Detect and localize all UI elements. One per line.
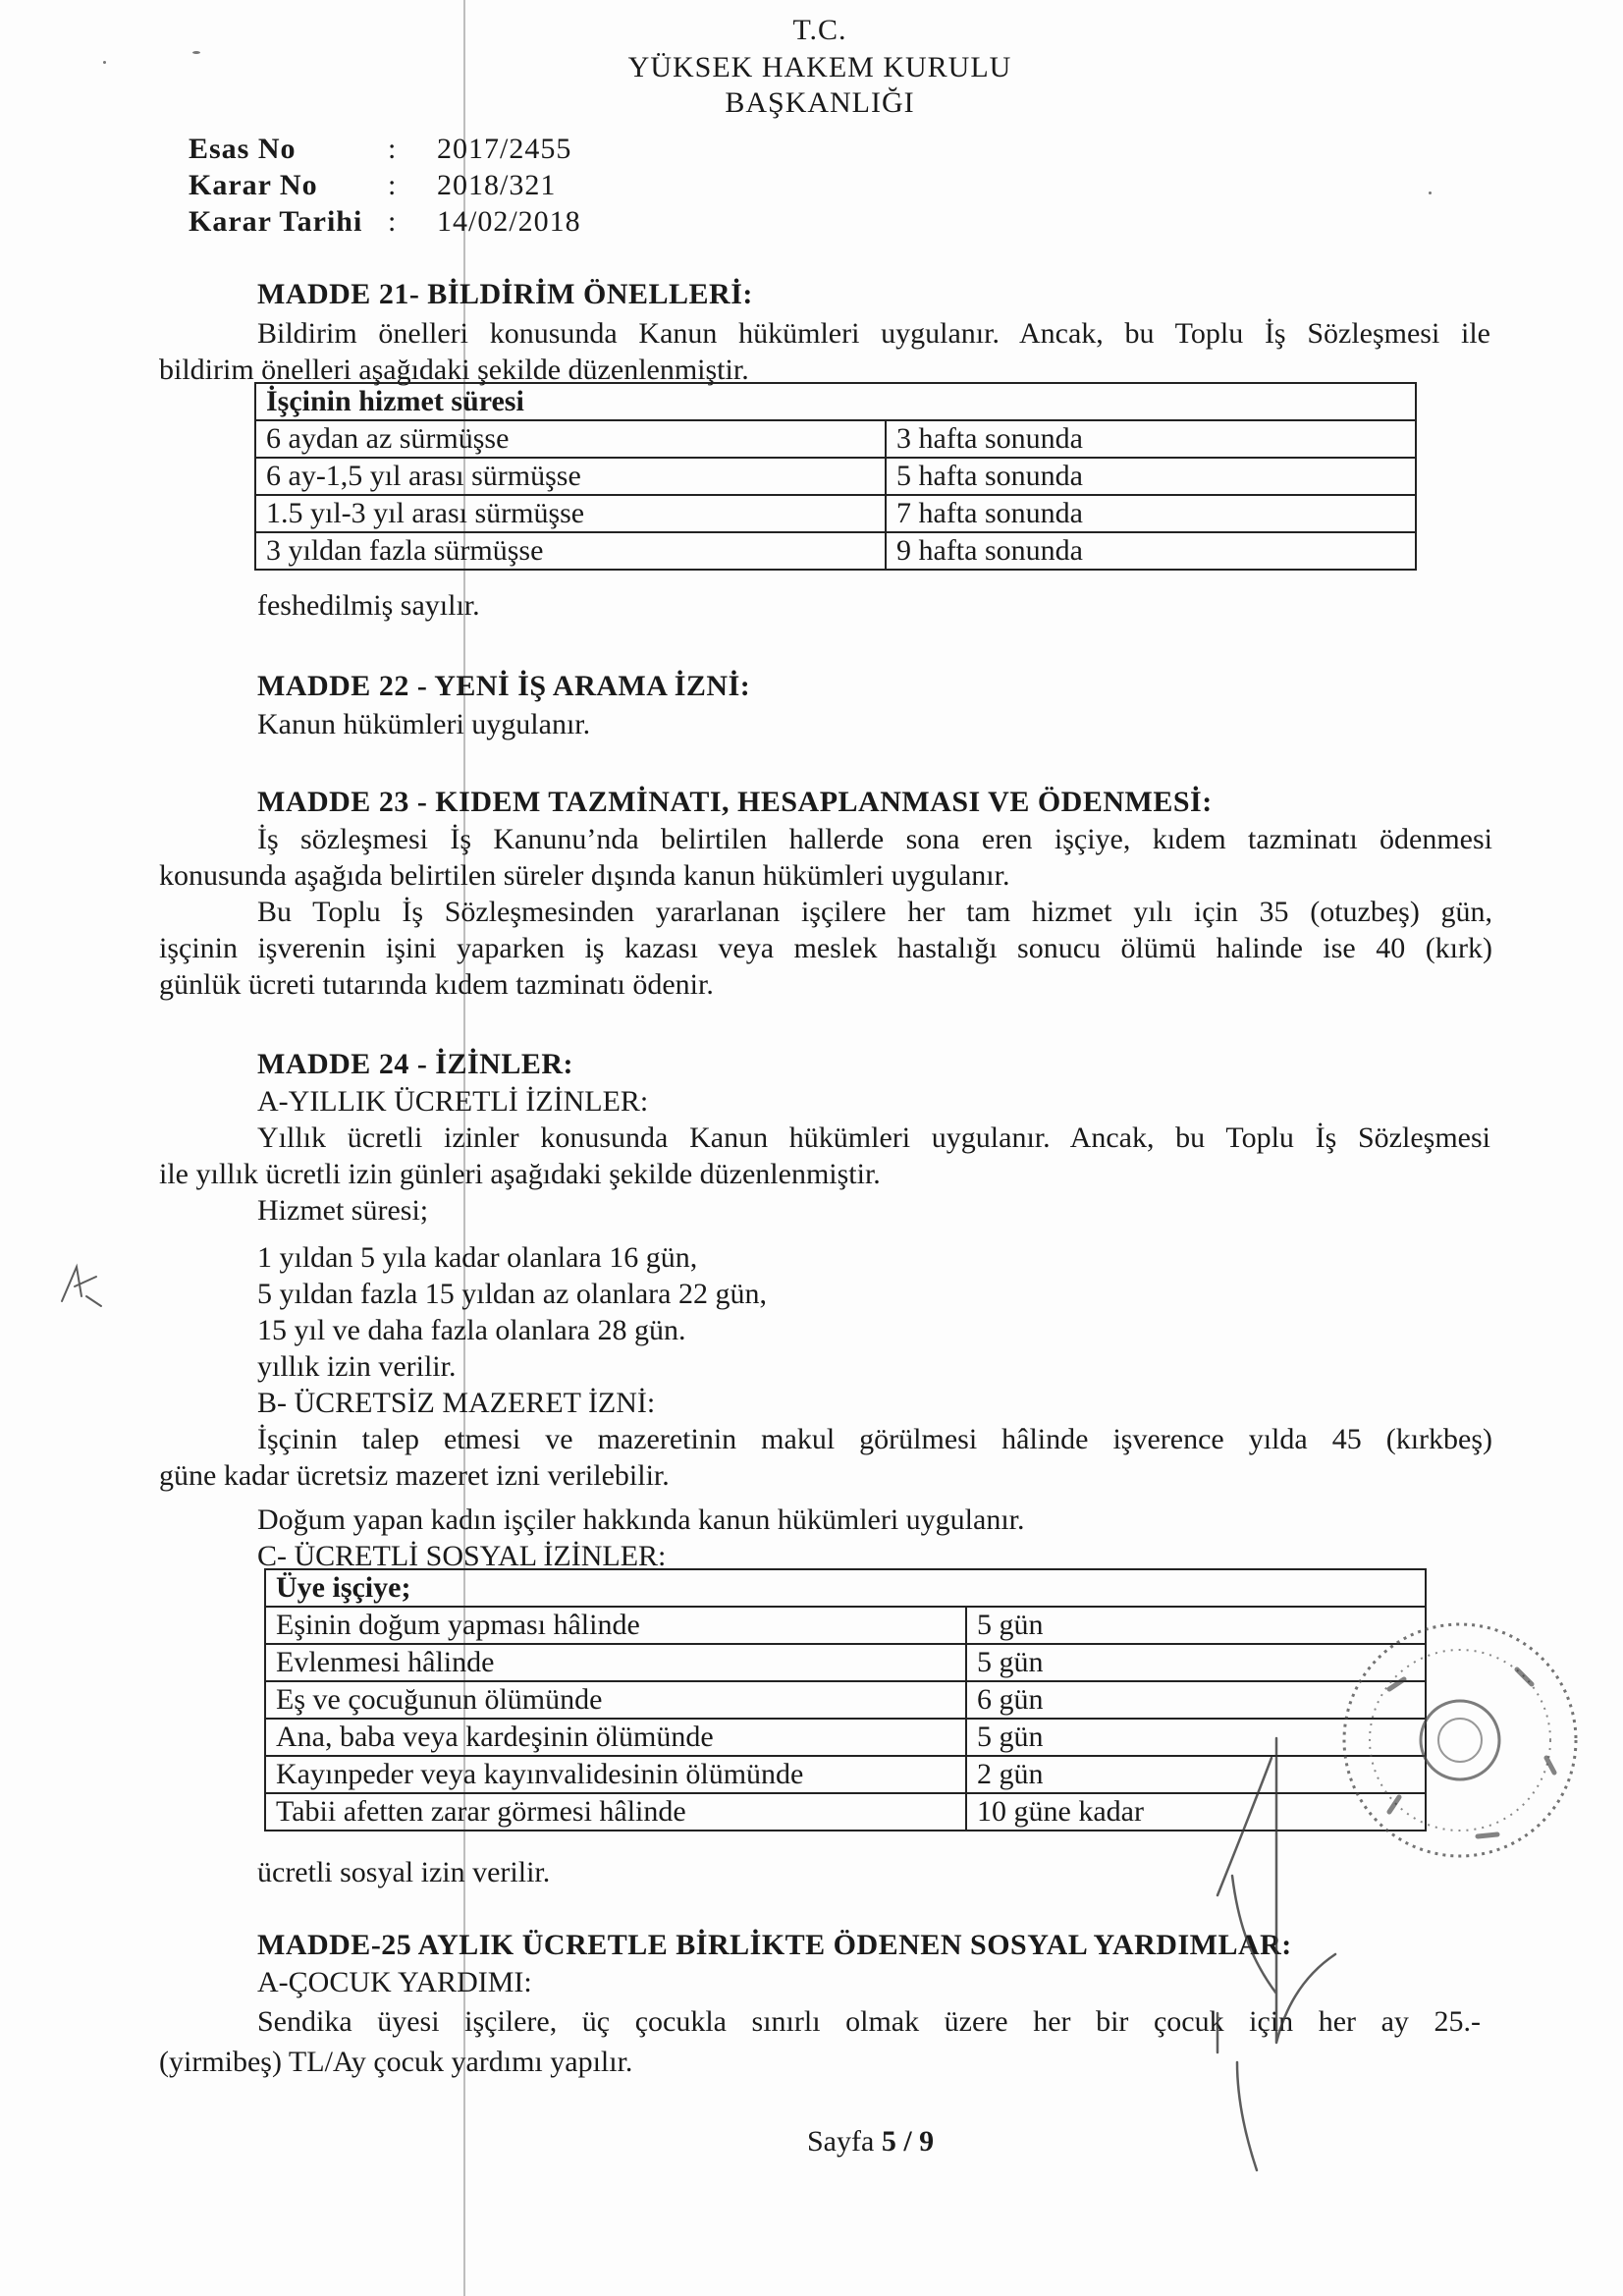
table-row (265, 1607, 1426, 1644)
madde-22-heading: MADDE 22 - YENİ İŞ ARAMA İZNİ: (257, 670, 751, 702)
madde-25-line: (yirmibeş) TL/Ay çocuk yardımı yapılır. (159, 2046, 633, 2078)
karar-tarihi-colon: : (388, 205, 397, 238)
madde-24-a-line: 1 yıldan 5 yıla kadar olanlara 16 gün, (257, 1241, 698, 1274)
madde-21-paragraph-line: bildirim önelleri aşağıdaki şekilde düzenlenmiştir. (159, 354, 749, 386)
madde-24-b-title: B- ÜCRETSİZ MAZERET İZNİ: (257, 1387, 656, 1419)
madde-24-heading: MADDE 24 - İZİNLER: (257, 1048, 574, 1080)
madde-24-a-line: 15 yıl ve daha fazla olanlara 28 gün. (257, 1314, 686, 1346)
karar-tarihi-value: 14/02/2018 (437, 205, 581, 238)
table-cell-event: Kayınpeder veya kayınvalidesinin ölümünde (265, 1756, 966, 1793)
madde-24-c-title: C- ÜCRETLİ SOSYAL İZİNLER: (257, 1540, 667, 1572)
table-cell-days: 6 gün (966, 1681, 1426, 1719)
table-cell-event: Eş ve çocuğunun ölümünde (265, 1681, 966, 1719)
table-cell-days: 5 gün (966, 1719, 1426, 1756)
table-cell-notice: 3 hafta sonunda (886, 420, 1416, 458)
table-row (265, 1644, 1426, 1681)
madde-24-a-line: ile yıllık ücretli izin günleri aşağıdaki şekilde düzenlenmiştir. (159, 1158, 881, 1190)
header-institution: YÜKSEK HAKEM KURULU (627, 51, 1012, 83)
table-cell-duration: 1.5 yıl-3 yıl arası sürmüşse (255, 495, 886, 532)
madde-25-line: Sendika üyesi işçilere, üç çocukla sınırlı olmak üzere her bir çocuk için her ay 25.- (257, 2005, 1481, 2038)
karar-tarihi-label: Karar Tarihi (189, 205, 363, 238)
madde-21-heading: MADDE 21- BİLDİRİM ÖNELLERİ: (257, 278, 753, 310)
madde-22-text: Kanun hükümleri uygulanır. (257, 708, 591, 740)
table-cell-days: 5 gün (966, 1644, 1426, 1681)
table-row (255, 458, 1416, 495)
madde-24-a-line: yıllık izin verilir. (257, 1350, 457, 1383)
madde-23-paragraph-line: günlük ücreti tutarında kıdem tazminatı ödenir. (159, 968, 714, 1001)
table-cell-notice: 9 hafta sonunda (886, 532, 1416, 570)
page-number (807, 2123, 934, 2160)
header-presidency: BAŞKANLIĞI (725, 86, 915, 119)
karar-no-label: Karar No (189, 169, 318, 201)
madde-24-b-line: İşçinin talep etmesi ve mazeretinin makul görülmesi hâlinde işverence yılda 45 (kırkbeş) (257, 1423, 1492, 1455)
madde-23-paragraph-line: konusunda aşağıda belirtilen süreler dışında kanun hükümleri uygulanır. (159, 859, 1010, 892)
esas-no-value: 2017/2455 (437, 133, 572, 165)
table-cell-days: 10 güne kadar (966, 1793, 1426, 1831)
madde-24-b-line: güne kadar ücretsiz mazeret izni verilebilir. (159, 1459, 670, 1492)
karar-no-value: 2018/321 (437, 169, 557, 201)
madde-23-paragraph-line: Bu Toplu İş Sözleşmesinden yararlanan işçilere her tam hizmet yılı için 35 (otuzbeş) gün, (257, 896, 1492, 928)
table-header-row (255, 383, 1416, 420)
madde-24-b-line: Doğum yapan kadın işçiler hakkında kanun hükümleri uygulanır. (257, 1503, 1025, 1536)
karar-no-colon: : (388, 169, 397, 201)
madde-25-heading: MADDE-25 AYLIK ÜCRETLE BİRLİKTE ÖDENEN SOSYAL YARDIMLAR: (257, 1929, 1292, 1961)
madde-24-a-line: Hizmet süresi; (257, 1194, 429, 1227)
esas-no-label: Esas No (189, 133, 297, 165)
table-cell-duration: 3 yıldan fazla sürmüşse (255, 532, 886, 570)
table-cell-event: Eşinin doğum yapması hâlinde (265, 1607, 966, 1644)
table-cell-notice: 5 hafta sonunda (886, 458, 1416, 495)
table-cell-duration: 6 ay-1,5 yıl arası sürmüşse (255, 458, 886, 495)
table-cell-days: 5 gün (966, 1607, 1426, 1644)
page-number-value: 5 / 9 (881, 2125, 935, 2158)
table-cell-event: Tabii afetten zarar görmesi hâlinde (265, 1793, 966, 1831)
table-header-row (265, 1569, 1426, 1607)
scan-speck (103, 61, 106, 64)
madde-21-paragraph-line: Bildirim önelleri konusunda Kanun hükümleri uygulanır. Ancak, bu Toplu İş Sözleşmesi ile (257, 317, 1490, 350)
madde-21-closing: feshedilmiş sayılır. (257, 589, 480, 622)
table-row (255, 420, 1416, 458)
table-row (255, 495, 1416, 532)
table-header-cell: İşçinin hizmet süresi (255, 383, 1416, 420)
page-label: Sayfa (807, 2125, 875, 2158)
madde-23-paragraph-line: işçinin işverenin işini yaparken iş kazası veya meslek hastalığı sonucu ölümü halinde ise 40 (kırk) (159, 932, 1492, 964)
esas-no-colon: : (388, 133, 397, 165)
table-row (255, 532, 1416, 570)
madde-23-heading: MADDE 23 - KIDEM TAZMİNATI, HESAPLANMASI VE ÖDENMESİ: (257, 786, 1213, 818)
scan-speck (192, 51, 200, 54)
madde-24-a-line: Yıllık ücretli izinler konusunda Kanun hükümleri uygulanır. Ancak, bu Toplu İş Sözleşmesi (257, 1121, 1490, 1154)
table-header-cell: Üye işçiye; (265, 1569, 1426, 1607)
scan-speck (1429, 191, 1432, 194)
madde-24-a-title: A-YILLIK ÜCRETLİ İZİNLER: (257, 1085, 649, 1118)
table-row (265, 1681, 1426, 1719)
notice-period-table (254, 382, 1417, 571)
madde-23-paragraph-line: İş sözleşmesi İş Kanunu’nda belirtilen hallerde sona eren işçiye, kıdem tazminatı ödenmesi (257, 823, 1492, 855)
table-cell-event: Ana, baba veya kardeşinin ölümünde (265, 1719, 966, 1756)
madde-24-a-line: 5 yıldan fazla 15 yıldan az olanlara 22 gün, (257, 1278, 767, 1310)
header-tc: T.C. (792, 14, 847, 46)
table-cell-days: 2 gün (966, 1756, 1426, 1793)
signature-icon (1178, 1719, 1394, 2190)
table-cell-duration: 6 aydan az sürmüşse (255, 420, 886, 458)
table-cell-event: Evlenmesi hâlinde (265, 1644, 966, 1681)
madde-25-a-title: A-ÇOCUK YARDIMI: (257, 1966, 532, 1998)
margin-initials-icon (57, 1257, 106, 1316)
madde-24-c-closing: ücretli sosyal izin verilir. (257, 1856, 551, 1888)
table-cell-notice: 7 hafta sonunda (886, 495, 1416, 532)
